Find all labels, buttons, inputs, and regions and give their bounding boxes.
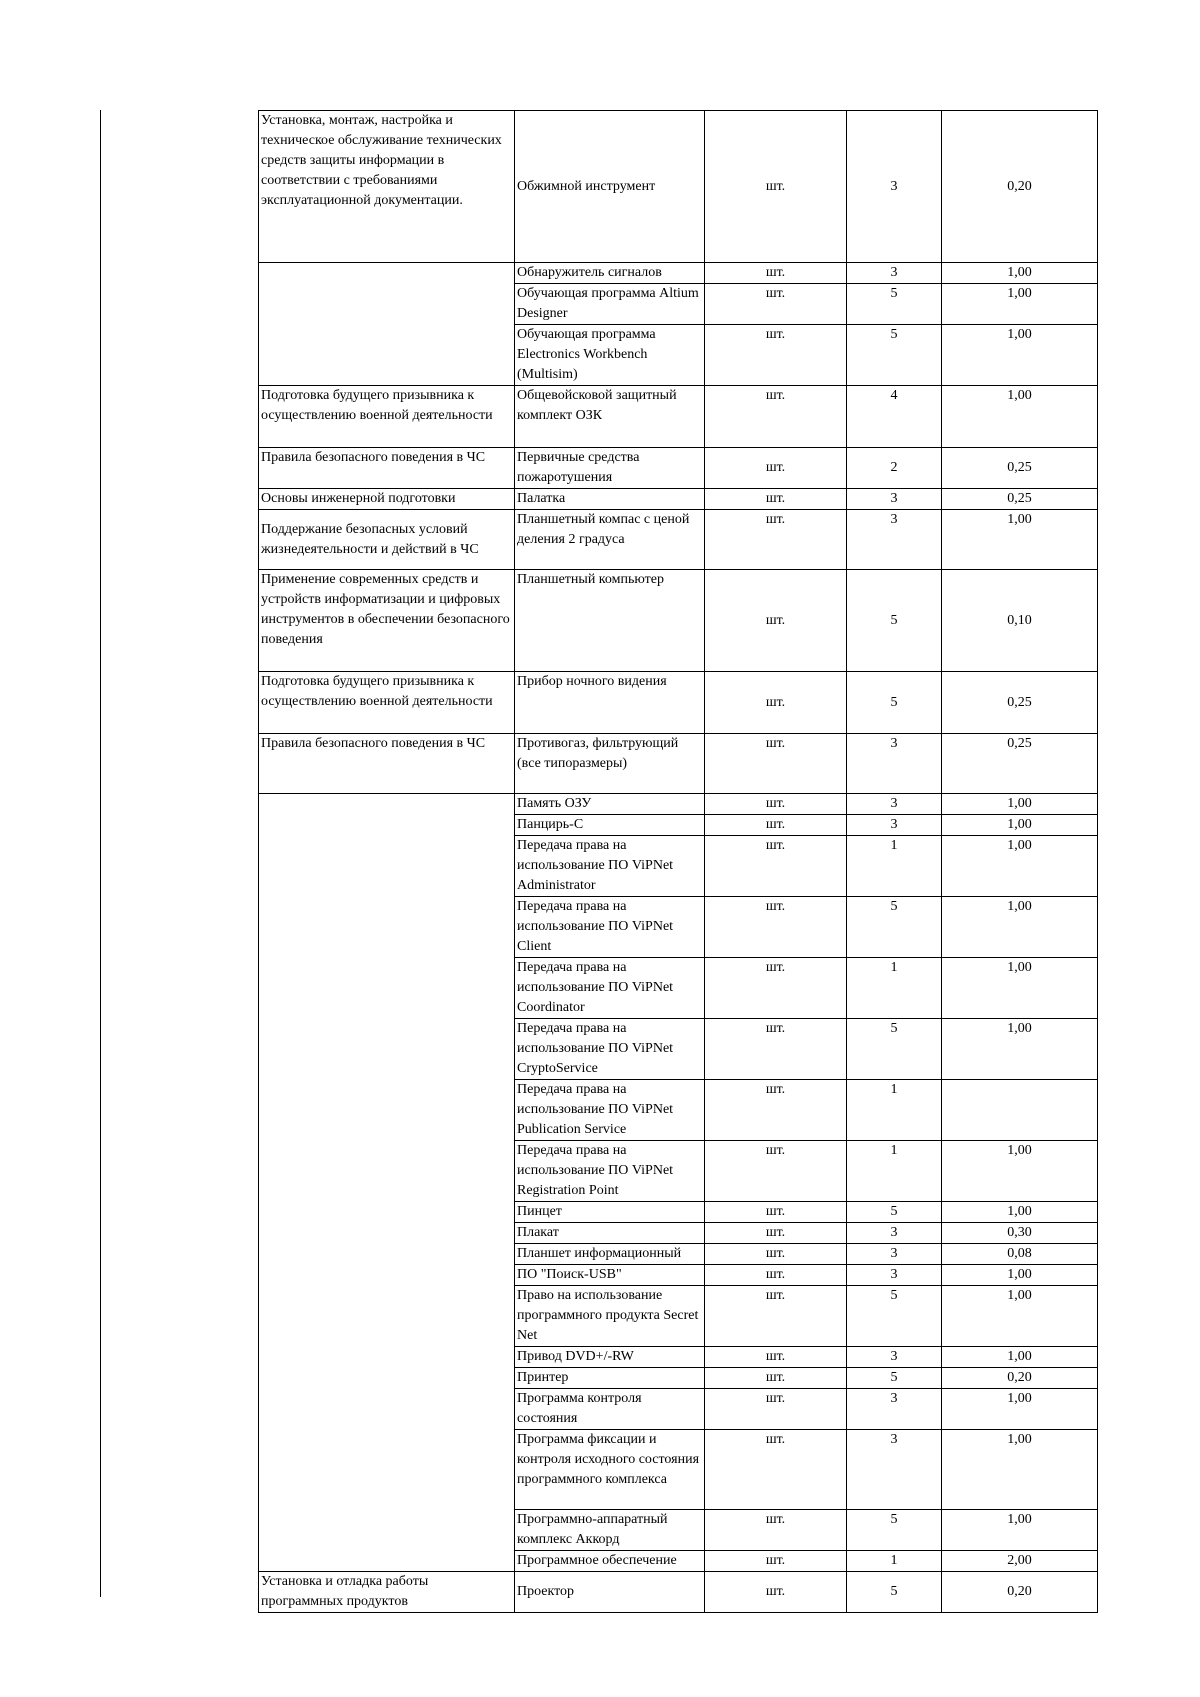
table-row: [259, 794, 1098, 815]
item-name-cell: Передача права на использование ПО ViPNet Registration Point: [515, 1141, 705, 1202]
coefficient-cell: 1,00: [942, 1430, 1098, 1510]
competency-cell: [259, 263, 515, 386]
coefficient-cell: 1,00: [942, 815, 1098, 836]
coefficient-cell: 0,25: [942, 672, 1098, 734]
coefficient-cell: 2,00: [942, 1551, 1098, 1572]
quantity-cell: 3: [847, 1347, 942, 1368]
table-row: [259, 734, 1098, 794]
unit-cell: шт.: [705, 1368, 847, 1389]
coefficient-cell: 0,25: [942, 489, 1098, 510]
item-name-cell: Проектор: [515, 1572, 705, 1613]
coefficient-cell: [942, 1080, 1098, 1141]
competency-cell: Установка и отладка работы программных продуктов: [259, 1572, 515, 1613]
item-name-cell: ПО "Поиск-USB": [515, 1265, 705, 1286]
coefficient-cell: 0,25: [942, 448, 1098, 489]
item-name-cell: Панцирь-С: [515, 815, 705, 836]
item-name-cell: Пинцет: [515, 1202, 705, 1223]
item-name-cell: Планшетный компас с ценой деления 2 градуса: [515, 510, 705, 570]
quantity-cell: 3: [847, 1244, 942, 1265]
unit-cell: шт.: [705, 1430, 847, 1510]
unit-cell: шт.: [705, 1510, 847, 1551]
quantity-cell: 5: [847, 325, 942, 386]
quantity-cell: 3: [847, 263, 942, 284]
quantity-cell: 5: [847, 1572, 942, 1613]
item-name-cell: Память ОЗУ: [515, 794, 705, 815]
item-name-cell: Передача права на использование ПО ViPNet Client: [515, 897, 705, 958]
competency-cell: Основы инженерной подготовки: [259, 489, 515, 510]
coefficient-cell: 0,08: [942, 1244, 1098, 1265]
table-row: [259, 263, 1098, 284]
unit-cell: шт.: [705, 897, 847, 958]
coefficient-cell: 1,00: [942, 1265, 1098, 1286]
item-name-cell: Прибор ночного видения: [515, 672, 705, 734]
coefficient-cell: 1,00: [942, 958, 1098, 1019]
competency-cell: Правила безопасного поведения в ЧС: [259, 448, 515, 489]
unit-cell: шт.: [705, 386, 847, 448]
competency-cell: Правила безопасного поведения в ЧС: [259, 734, 515, 794]
quantity-cell: 3: [847, 1389, 942, 1430]
unit-cell: шт.: [705, 1572, 847, 1613]
unit-cell: шт.: [705, 1141, 847, 1202]
competency-cell: Подготовка будущего призывника к осуществлению военной деятельности: [259, 386, 515, 448]
item-name-cell: Передача права на использование ПО ViPNet Publication Service: [515, 1080, 705, 1141]
item-name-cell: Программа фиксации и контроля исходного состояния программного комплекса: [515, 1430, 705, 1510]
unit-cell: шт.: [705, 325, 847, 386]
item-name-cell: Программно-аппаратный комплекс Аккорд: [515, 1510, 705, 1551]
coefficient-cell: 1,00: [942, 263, 1098, 284]
quantity-cell: 5: [847, 1202, 942, 1223]
unit-cell: шт.: [705, 1286, 847, 1347]
unit-cell: шт.: [705, 1347, 847, 1368]
table-row: [259, 1572, 1098, 1613]
equipment-table: [258, 110, 1098, 1613]
coefficient-cell: 1,00: [942, 1202, 1098, 1223]
item-name-cell: Палатка: [515, 489, 705, 510]
quantity-cell: 3: [847, 489, 942, 510]
table-row: [259, 489, 1098, 510]
coefficient-cell: 1,00: [942, 1141, 1098, 1202]
quantity-cell: 3: [847, 815, 942, 836]
quantity-cell: 3: [847, 510, 942, 570]
coefficient-cell: 1,00: [942, 794, 1098, 815]
quantity-cell: 3: [847, 1223, 942, 1244]
item-name-cell: Программное обеспечение: [515, 1551, 705, 1572]
competency-cell: Применение современных средств и устройств информатизации и цифровых инструментов в обеспечении безопасного поведения: [259, 570, 515, 672]
coefficient-cell: 1,00: [942, 284, 1098, 325]
unit-cell: шт.: [705, 1551, 847, 1572]
item-name-cell: Обнаружитель сигналов: [515, 263, 705, 284]
coefficient-cell: 0,20: [942, 111, 1098, 263]
unit-cell: шт.: [705, 1080, 847, 1141]
quantity-cell: 5: [847, 1510, 942, 1551]
item-name-cell: Право на использование программного продукта Secret Net: [515, 1286, 705, 1347]
quantity-cell: 2: [847, 448, 942, 489]
unit-cell: шт.: [705, 1223, 847, 1244]
coefficient-cell: 1,00: [942, 386, 1098, 448]
item-name-cell: Обучающая программа Altium Designer: [515, 284, 705, 325]
quantity-cell: 4: [847, 386, 942, 448]
quantity-cell: 3: [847, 111, 942, 263]
item-name-cell: Первичные средства пожаротушения: [515, 448, 705, 489]
unit-cell: шт.: [705, 815, 847, 836]
unit-cell: шт.: [705, 489, 847, 510]
left-margin-line: [100, 110, 101, 1597]
coefficient-cell: 1,00: [942, 510, 1098, 570]
table-row: [259, 111, 1098, 263]
coefficient-cell: 0,25: [942, 734, 1098, 794]
item-name-cell: Планшетный компьютер: [515, 570, 705, 672]
quantity-cell: 3: [847, 1265, 942, 1286]
unit-cell: шт.: [705, 1019, 847, 1080]
table-row: [259, 570, 1098, 672]
quantity-cell: 5: [847, 570, 942, 672]
item-name-cell: Обучающая программа Electronics Workbench (Multisim): [515, 325, 705, 386]
unit-cell: шт.: [705, 510, 847, 570]
unit-cell: шт.: [705, 1202, 847, 1223]
quantity-cell: 3: [847, 1430, 942, 1510]
quantity-cell: 1: [847, 1080, 942, 1141]
quantity-cell: 1: [847, 958, 942, 1019]
coefficient-cell: 0,30: [942, 1223, 1098, 1244]
quantity-cell: 1: [847, 836, 942, 897]
unit-cell: шт.: [705, 794, 847, 815]
coefficient-cell: 1,00: [942, 1286, 1098, 1347]
competency-cell: Подготовка будущего призывника к осуществлению военной деятельности: [259, 672, 515, 734]
coefficient-cell: 1,00: [942, 836, 1098, 897]
coefficient-cell: 1,00: [942, 325, 1098, 386]
item-name-cell: Планшет информационный: [515, 1244, 705, 1265]
quantity-cell: 5: [847, 1368, 942, 1389]
item-name-cell: Передача права на использование ПО ViPNet Coordinator: [515, 958, 705, 1019]
item-name-cell: Передача права на использование ПО ViPNet Administrator: [515, 836, 705, 897]
coefficient-cell: 0,10: [942, 570, 1098, 672]
unit-cell: шт.: [705, 734, 847, 794]
coefficient-cell: 0,20: [942, 1572, 1098, 1613]
unit-cell: шт.: [705, 1244, 847, 1265]
item-name-cell: Общевойсковой защитный комплект ОЗК: [515, 386, 705, 448]
item-name-cell: Противогаз, фильтрующий (все типоразмеры): [515, 734, 705, 794]
item-name-cell: Программа контроля состояния: [515, 1389, 705, 1430]
competency-cell: [259, 794, 515, 1572]
quantity-cell: 3: [847, 794, 942, 815]
coefficient-cell: 1,00: [942, 897, 1098, 958]
quantity-cell: 3: [847, 734, 942, 794]
quantity-cell: 5: [847, 897, 942, 958]
quantity-cell: 1: [847, 1141, 942, 1202]
item-name-cell: Обжимной инструмент: [515, 111, 705, 263]
unit-cell: шт.: [705, 570, 847, 672]
item-name-cell: Плакат: [515, 1223, 705, 1244]
table-row: [259, 672, 1098, 734]
unit-cell: шт.: [705, 1265, 847, 1286]
table-row: [259, 448, 1098, 489]
item-name-cell: Передача права на использование ПО ViPNet CryptoService: [515, 1019, 705, 1080]
unit-cell: шт.: [705, 263, 847, 284]
quantity-cell: 5: [847, 284, 942, 325]
coefficient-cell: 1,00: [942, 1389, 1098, 1430]
coefficient-cell: 0,20: [942, 1368, 1098, 1389]
unit-cell: шт.: [705, 284, 847, 325]
coefficient-cell: 1,00: [942, 1019, 1098, 1080]
quantity-cell: 5: [847, 672, 942, 734]
quantity-cell: 1: [847, 1551, 942, 1572]
item-name-cell: Принтер: [515, 1368, 705, 1389]
coefficient-cell: 1,00: [942, 1347, 1098, 1368]
table-row: [259, 510, 1098, 570]
unit-cell: шт.: [705, 111, 847, 263]
quantity-cell: 5: [847, 1019, 942, 1080]
competency-cell: Поддержание безопасных условий жизнедеятельности и действий в ЧС: [259, 510, 515, 570]
unit-cell: шт.: [705, 836, 847, 897]
competency-cell: Установка, монтаж, настройка и техническое обслуживание технических средств защиты информации в соответствии с требованиями эксплуатационной документации.: [259, 111, 515, 263]
unit-cell: шт.: [705, 958, 847, 1019]
quantity-cell: 5: [847, 1286, 942, 1347]
coefficient-cell: 1,00: [942, 1510, 1098, 1551]
item-name-cell: Привод DVD+/-RW: [515, 1347, 705, 1368]
table-row: [259, 386, 1098, 448]
unit-cell: шт.: [705, 448, 847, 489]
unit-cell: шт.: [705, 672, 847, 734]
unit-cell: шт.: [705, 1389, 847, 1430]
